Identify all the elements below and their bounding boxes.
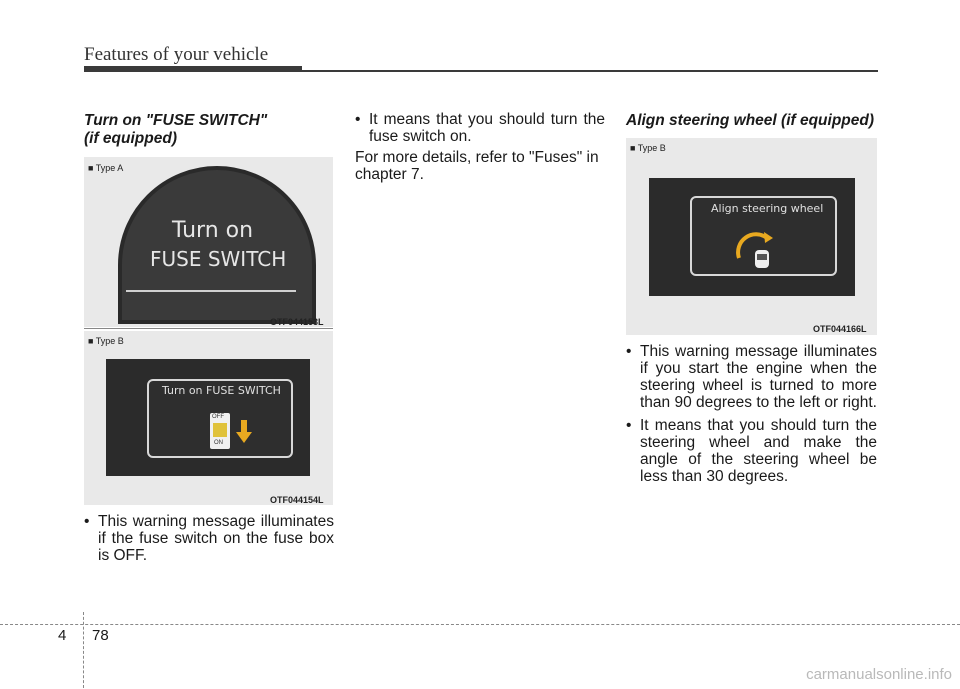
- type-b-label: ■ Type B: [88, 336, 124, 346]
- header-rule: [302, 70, 878, 72]
- footer-divider: [83, 612, 84, 688]
- list-item: • It means that you should turn the steering wheel and make the angle of the steering wheel be less than 30 degrees.: [626, 417, 877, 485]
- gauge-text-line2: FUSE SWITCH: [150, 247, 287, 271]
- list-item: • This warning message illuminates if you start the engine when the steering wheel is turned to more than 90 degrees to the left or right.: [626, 343, 877, 411]
- right-bullet-list: [626, 343, 877, 491]
- middle-bullet-list: [355, 111, 605, 151]
- panel-text: Align steering wheel: [711, 202, 824, 215]
- switch-on-label: ON: [214, 440, 223, 446]
- watermark: carmanualsonline.info: [806, 666, 952, 683]
- steering-wheel-icon: [733, 228, 779, 272]
- switch-lever: [213, 423, 227, 437]
- figure-code-a: OTF044153L: [270, 317, 324, 327]
- panel-text: Turn on FUSE SWITCH: [162, 384, 281, 397]
- figure-code-b-fuse: OTF044154L: [270, 495, 324, 505]
- heading-line: (if equipped): [84, 130, 177, 147]
- left-bullet-list: [84, 513, 334, 570]
- switch-off-label: OFF: [212, 414, 224, 420]
- list-item: • It means that you should turn the fuse switch on.: [355, 111, 605, 145]
- header-bar: [84, 66, 302, 72]
- type-a-label: ■ Type A: [88, 163, 124, 173]
- chapter-number: 4: [58, 627, 67, 644]
- page-number: 78: [92, 627, 109, 644]
- header-title: Features of your vehicle: [84, 44, 269, 65]
- fuse-switch-icon: [210, 413, 230, 449]
- gauge-baseline: [126, 290, 296, 292]
- heading-line: Turn on "FUSE SWITCH": [84, 112, 268, 129]
- type-b-label: ■ Type B: [630, 143, 666, 153]
- figure-code-steering: OTF044166L: [813, 324, 867, 334]
- figure-divider: [84, 328, 333, 329]
- arrow-down-icon: [236, 420, 252, 444]
- footer-rule: [0, 624, 960, 625]
- list-item: • This warning message illuminates if the fuse switch on the fuse box is OFF.: [84, 513, 334, 564]
- section-heading-align-steering: Align steering wheel (if equipped): [626, 112, 875, 129]
- section-heading-fuse-switch: [84, 112, 267, 148]
- paragraph: For more details, refer to "Fuses" in chapter 7.: [355, 149, 599, 183]
- gauge-text-line1: Turn on: [172, 218, 254, 243]
